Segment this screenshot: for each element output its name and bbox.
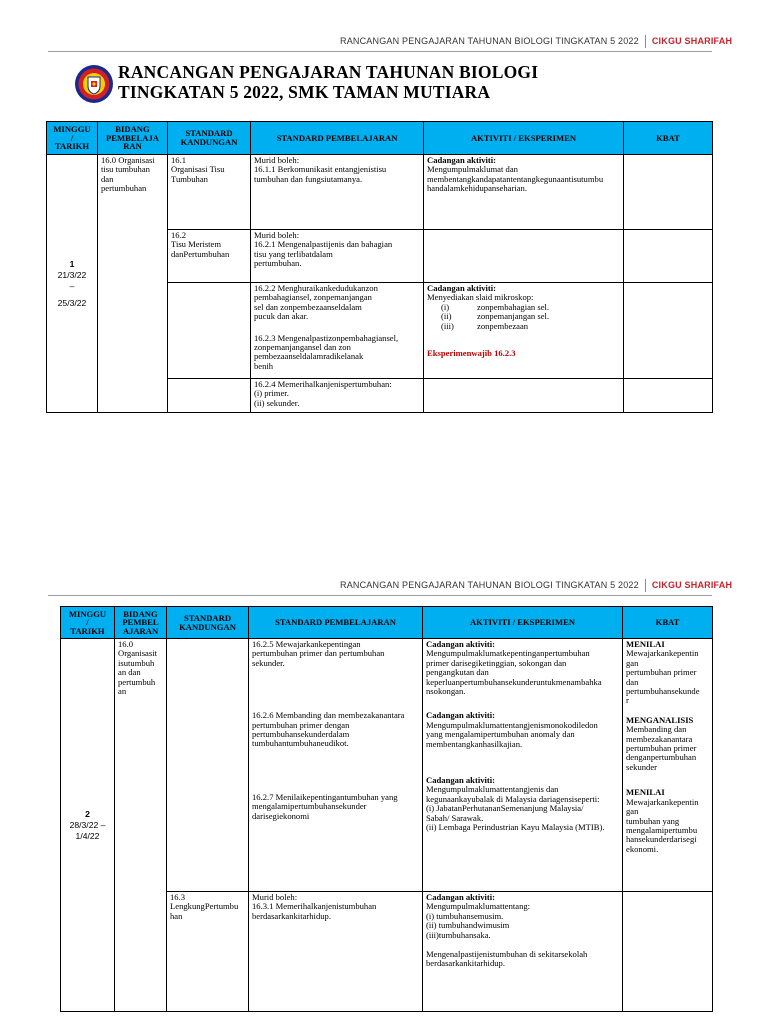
col-minggu: MINGGU / TARIKH — [61, 607, 115, 639]
lesson-plan-table-week-1 — [46, 121, 713, 413]
col-kandungan: STANDARD KANDUNGAN — [168, 122, 251, 155]
standard-cell: 16.2.5 Mewajarkankepentingan pertumbuhan primer dan pertumbuhan sekunder. 16.2.6 Membanding dan membezakanantara pertumbuhan primer dengan pertumbuhansekunderdalam tumbuhantumbuhaneudikot. 16.2.7 Menilaikepentingantumbuhan yang mengalamipertumbuhansekunder darisegiekonomi — [249, 639, 423, 892]
col-bidang: BIDANG PEMBELAJA RAN — [98, 122, 168, 155]
header-text: RANCANGAN PENGAJARAN TAHUNAN BIOLOGI TINGKATAN 5 2022 — [340, 36, 639, 46]
col-aktiviti: AKTIVITI / EKSPERIMEN — [424, 122, 624, 155]
col-kbat: KBAT — [624, 122, 713, 155]
kbat-cell: MENILAI Mewajarkankepentin gan pertumbuhan primer dan pertumbuhansekunde r MENGANALISIS Membanding dan membezakanantara pertumbuhan primer denganpertumbuhan sekunder MENILAI Mewajarkankepentin gan tumbuhan yang mengalamipertumbu hansekunderdarisegi ekonomi. — [623, 639, 713, 892]
standard-cell: 16.2.2 Menghuraikankedudukanzon pembahagiansel, zonpemanjangan sel dan zonpembezaanseldalam pucuk dan akar. 16.2.3 Mengenalpastizonpembahagiansel, zonpemanjangansel dan zon pembezaanseldalamradikelanak benih — [251, 283, 424, 379]
kandungan-cell: 16.2 Tisu Meristem danPertumbuhan — [168, 230, 251, 283]
school-crest-icon — [74, 64, 114, 104]
col-standard-pembelajaran: STANDARD PEMBELAJARAN — [251, 122, 424, 155]
kandungan-cell: 16.1 Organisasi Tisu Tumbuhan — [168, 155, 251, 230]
title-line-1: RANCANGAN PENGAJARAN TAHUNAN BIOLOGI — [118, 62, 539, 82]
aktiviti-cell: Cadangan aktiviti: Menyediakan slaid mikroskop: (i) zonpembahagian sel. (ii) zonpemanjangan sel. (iii) zonpembezaan Eksperimenwajib 16.2.3 — [424, 283, 624, 379]
standard-cell: Murid boleh: 16.2.1 Mengenalpastijenis dan bahagian tisu yang terlibatdalam pertumbuhan. — [251, 230, 424, 283]
col-aktiviti: AKTIVITI / EKSPERIMEN — [423, 607, 623, 639]
col-minggu: MINGGU / TARIKH — [47, 122, 98, 155]
table-header-row — [61, 607, 713, 639]
kbat-cell — [624, 379, 713, 413]
kbat-cell — [623, 892, 713, 1012]
kandungan-cell: 16.3 LengkungPertumbu han — [167, 892, 249, 1012]
col-bidang: BIDANG PEMBEL AJARAN — [115, 607, 167, 639]
aktiviti-cell — [424, 230, 624, 283]
table-row — [47, 155, 713, 230]
running-header — [340, 32, 732, 50]
header-author: CIKGU SHARIFAH — [651, 580, 733, 590]
kbat-cell — [624, 155, 713, 230]
header-divider — [645, 579, 646, 592]
eksperimen-label: Eksperimenwajib 16.2.3 — [427, 348, 516, 359]
col-kbat: KBAT — [623, 607, 713, 639]
header-text: RANCANGAN PENGAJARAN TAHUNAN BIOLOGI TINGKATAN 5 2022 — [340, 580, 639, 590]
kbat-cell — [624, 283, 713, 379]
kandungan-cell — [168, 283, 251, 379]
aktiviti-cell: Cadangan aktiviti: Mengumpulmaklumatkepentinganpertumbuhan primer darisegiketinggian, sokongan dan pengangkutan dan keperluanpertumbuhansekunderuntukmenambahka nsokongan. Cadangan aktiviti: Mengumpulmaklumattentangjenismonokodiledon yang mengalamipertumbuhan anomaly dan membentangkanhasilkajian. Cadangan aktiviti: Mengumpulmaklumattentangjenis dan kegunaankayubalak di Malaysia dariagensiseperti: (i) JabatanPerhutananSemenanjung Malaysia/ Sabah/ Sarawak. (ii) Lembaga Perindustrian Kayu Malaysia (MTIB). — [423, 639, 623, 892]
standard-cell: 16.2.4 Memerihalkanjenispertumbuhan: (i) primer. (ii) sekunder. — [251, 379, 424, 413]
kandungan-cell — [167, 639, 249, 892]
bidang-cell: 16.0 Organisasi tisu tumbuhan dan pertumbuhan — [98, 155, 168, 413]
bidang-cell: 16.0 Organisasit isutumbuh an dan pertumbuh an — [115, 639, 167, 1012]
week-cell: 1 21/3/22 – 25/3/22 — [47, 155, 98, 413]
table-row — [61, 639, 713, 892]
header-rule — [48, 51, 712, 52]
standard-cell: Murid boleh: 16.3.1 Memerihalkanjenistumbuhan berdasarkankitarhidup. — [249, 892, 423, 1012]
aktiviti-cell — [424, 379, 624, 413]
col-standard-pembelajaran: STANDARD PEMBELAJARAN — [249, 607, 423, 639]
aktiviti-cell: Cadangan aktiviti: Mengumpulmaklumat dan membentangkandapatantentangkegunaantisutumbu handalamkehidupanseharian. — [424, 155, 624, 230]
week-cell: 2 28/3/22 – 1/4/22 — [61, 639, 115, 1012]
running-header — [340, 576, 732, 594]
table-header-row — [47, 122, 713, 155]
aktiviti-cell: Cadangan aktiviti: Mengumpulmaklumattentang: (i) tumbuhansemusim. (ii) tumbuhandwimusim (iii)tumbuhansaka. Mengenalpastijenistumbuhan di sekitarsekolah berdasarkankitarhidup. — [423, 892, 623, 1012]
lesson-plan-table-week-2 — [60, 606, 713, 1012]
header-author: CIKGU SHARIFAH — [651, 36, 733, 46]
document-title — [118, 62, 538, 102]
header-divider — [645, 35, 646, 48]
kbat-cell — [624, 230, 713, 283]
title-line-2: TINGKATAN 5 2022, SMK TAMAN MUTIARA — [118, 82, 491, 102]
kandungan-cell — [168, 379, 251, 413]
col-kandungan: STANDARD KANDUNGAN — [167, 607, 249, 639]
header-rule — [48, 595, 712, 596]
standard-cell: Murid boleh: 16.1.1 Berkomunikasit entangjenistisu tumbuhan dan fungsiutamanya. — [251, 155, 424, 230]
